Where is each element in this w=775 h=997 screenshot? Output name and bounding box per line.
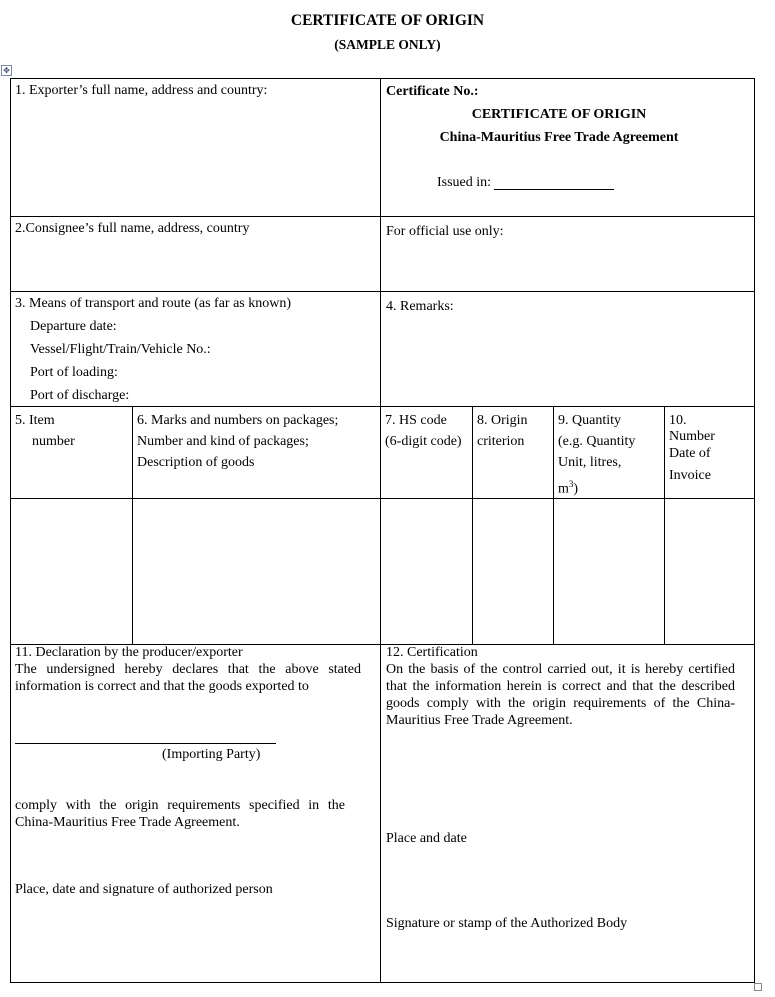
col-marks: Number and kind of packages; (137, 434, 309, 449)
col-quantity (558, 476, 578, 498)
col-quantity: (e.g. Quantity (558, 434, 636, 449)
border-line (10, 216, 755, 217)
document-title: CERTIFICATE OF ORIGIN (290, 12, 485, 29)
border-line (132, 406, 133, 645)
col-marks: Description of goods (137, 455, 255, 470)
border-line (754, 78, 755, 983)
col-origin-criterion: criterion (477, 434, 525, 449)
col-quantity: 9. Quantity (558, 413, 621, 428)
col-item-number: number (32, 434, 75, 449)
agreement-name: China-Mauritius Free Trade Agreement (439, 130, 679, 145)
col-invoice: Date of (669, 446, 711, 461)
comply-text: comply with the origin requirements specified in the China-Mauritius Free Trade Agreement. (15, 798, 345, 830)
exporter-label: 1. Exporter’s full name, address and country: (15, 83, 268, 98)
unit-superscript: 3 (568, 479, 574, 489)
importing-party-label: (Importing Party) (162, 747, 261, 762)
consignee-label: 2.Consignee’s full name, address, country (15, 221, 250, 236)
border-line (10, 78, 755, 79)
col-item-number: 5. Item (15, 413, 55, 428)
authorized-body-signature-label: Signature or stamp of the Authorized Body (386, 916, 628, 931)
issued-in-label: Issued in: (437, 175, 492, 190)
document-subtitle: (SAMPLE ONLY) (334, 37, 441, 52)
port-discharge-label: Port of discharge: (30, 388, 130, 403)
official-use-label: For official use only: (386, 224, 504, 239)
border-line (664, 406, 665, 645)
border-line (10, 982, 755, 983)
departure-date-label: Departure date: (30, 319, 117, 334)
col-hs-code: 7. HS code (385, 413, 447, 428)
col-invoice: 10. (669, 413, 687, 428)
remarks-label: 4. Remarks: (386, 299, 454, 314)
border-line (10, 498, 755, 499)
transport-label: 3. Means of transport and route (as far as known) (15, 296, 292, 311)
border-line (380, 78, 381, 983)
col-marks: 6. Marks and numbers on packages; (137, 413, 339, 428)
port-loading-label: Port of loading: (30, 365, 118, 380)
col-hs-code: (6-digit code) (385, 434, 462, 449)
border-line (553, 406, 554, 645)
col-invoice: Number (669, 429, 715, 444)
border-line (10, 406, 755, 407)
col-quantity: Unit, litres, (558, 455, 622, 470)
border-line (10, 78, 11, 983)
border-line (10, 291, 755, 292)
certification-text: On the basis of the control carried out, it is hereby certified that the information herein is correct and that the described goods comply with the origin requirements of the China-Mauritius Free Trade Agreement. (386, 662, 735, 728)
certificate-no-label: Certificate No.: (386, 84, 479, 99)
declaration-text: The undersigned hereby declares that the above stated information is correct and that the goods exported to (15, 662, 361, 694)
issued-in-field[interactable] (494, 189, 614, 190)
declaration-title: 11. Declaration by the producer/exporter (15, 645, 243, 660)
unit-m: m (558, 481, 569, 497)
table-move-handle-icon[interactable]: ✥ (1, 65, 12, 76)
border-line (472, 406, 473, 645)
col-invoice: Invoice (669, 468, 711, 483)
importing-party-field[interactable] (15, 743, 276, 744)
certification-title: 12. Certification (386, 645, 478, 660)
vessel-label: Vessel/Flight/Train/Vehicle No.: (30, 342, 211, 357)
place-date-label: Place and date (386, 831, 467, 846)
certificate-box-title: CERTIFICATE OF ORIGIN (471, 107, 647, 122)
col-origin-criterion: 8. Origin (477, 413, 528, 428)
table-resize-handle[interactable] (754, 983, 762, 991)
exporter-signature-label: Place, date and signature of authorized person (15, 882, 273, 897)
unit-close: ) (573, 481, 579, 497)
